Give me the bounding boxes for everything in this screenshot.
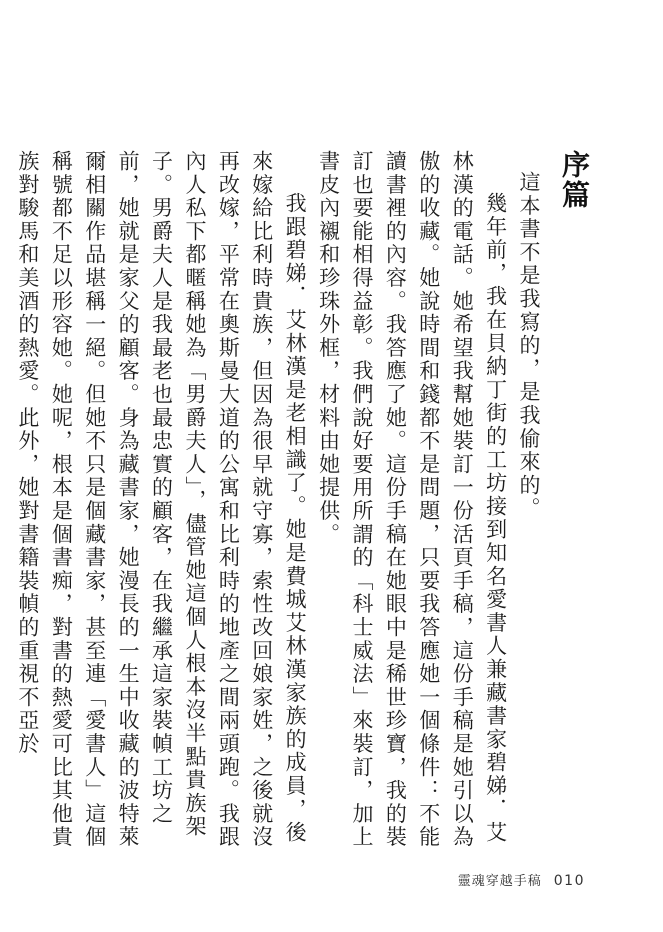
- running-footer: [458, 870, 585, 889]
- page-number: 010: [553, 873, 585, 889]
- paragraph-2: 幾年前，我在貝納丁街的工坊接到知名愛書人兼藏書家碧娣．艾林漢的電話。她希望我幫她裝訂一份活頁手稿，這份手稿是她引以為傲的收藏。她說時間和錢都不是問題，只要我答應她一個條件：不能讀書裡的內容。我答應了她。這份手稿在她眼中是稀世珍寶，我的裝訂也要能相得益彰。我們說好要用所謂的「科士威法」來裝訂，加上書皮內襯和珍珠外框，材料由她提供。: [316, 150, 508, 849]
- paragraph-1: 這本書不是我寫的，是我偷來的。: [517, 171, 541, 521]
- body-text: [15, 150, 545, 850]
- paragraph-3: 我跟碧娣．艾林漢是老相識了。她是費城艾林漢家族的成員，後來嫁給比利時貴族，但因為很早就守寡，索性改回娘家姓，之後就沒再改嫁，平常在奧斯曼大道的公寓和比利時的地產之間兩頭跑。我跟內人私下都暱稱她為「男爵夫人」，儘管她這個人根本沒半點貴族架子。男爵夫人是我最老也最忠實的顧客，在我繼承這家裝幀工坊之前，她就是家父的顧客。身為藏書家，她漫長的一生中收藏的波特萊爾相關作品堪稱一絕。但她不只是個藏書家，甚至連「愛書人」這個稱號都不足以形容她。她呢，根本是個書痴，對書的熱愛可比其他貴族對駿馬和美酒的熱愛。此外，她對書籍裝幀的重視不亞於: [15, 150, 308, 849]
- chapter-title: 序篇: [558, 150, 591, 210]
- footer-book-title: 靈魂穿越手稿: [457, 874, 542, 889]
